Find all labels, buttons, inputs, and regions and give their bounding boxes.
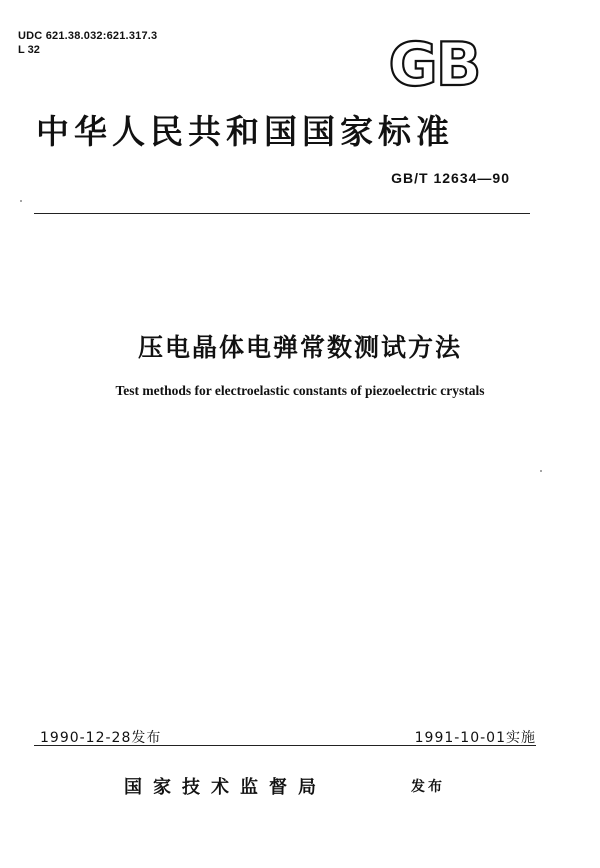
header-divider [34, 213, 530, 214]
gb-logo-text: GB [388, 36, 480, 90]
issuing-authority: 国家技术监督局 [124, 777, 327, 798]
standard-number: GB/T 12634—90 [391, 170, 510, 186]
issue-date: 1990-12-28发布 [40, 730, 162, 746]
publish-label: 发布 [411, 779, 445, 795]
footer-divider [34, 745, 536, 746]
national-standard-heading: 中华人民共和国国家标准 [36, 112, 454, 151]
chinese-title: 压电晶体电弹常数测试方法 [137, 333, 462, 362]
scan-speck [20, 200, 22, 202]
effective-date: 1991-10-01实施 [414, 730, 536, 746]
gb-standard-logo [372, 36, 496, 90]
udc-classification: UDC 621.38.032:621.317.3 [18, 30, 158, 42]
english-title: Test methods for electroelastic constants of piezoelectric crystals [115, 383, 485, 398]
scan-speck [540, 470, 542, 472]
l-classification-code: L 32 [18, 44, 40, 56]
